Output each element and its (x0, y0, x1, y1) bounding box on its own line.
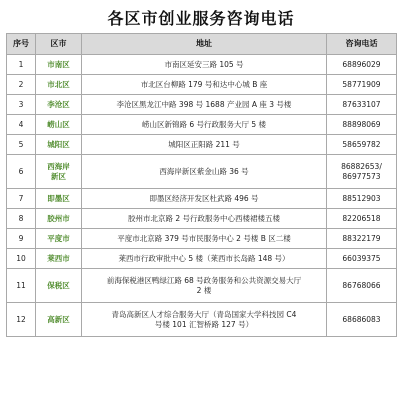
table-row (7, 229, 397, 249)
phone-cell-line: 88898069 (342, 119, 381, 129)
table-row (7, 155, 397, 189)
address-cell-line: 崂山区新锦路 6 号行政服务大厅 5 楼 (141, 119, 267, 129)
phone-cell-line: 58771909 (342, 79, 381, 89)
address-cell-line: 青岛高新区人才综合服务大厅（青岛国家大学科技园 C4 (111, 310, 297, 320)
address-cell-line: 即墨区经济开发区杜武路 496 号 (149, 193, 259, 203)
address-cell-line: 胶州市北京路 2 号行政服务中心西楼裙楼五楼 (127, 213, 281, 223)
address-cell (82, 249, 327, 269)
address-cell-line: 前海保税港区鸭绿江路 68 号政务服务和公共资源交易大厅 (106, 276, 302, 286)
phone-cell (327, 303, 397, 337)
table-row (7, 269, 397, 303)
phone-cell (327, 115, 397, 135)
phone-cell-line: 86768066 (342, 280, 381, 290)
phone-cell-line: 86977573 (342, 171, 381, 181)
table-row (7, 95, 397, 115)
district-cell-line: 高新区 (47, 314, 70, 324)
phone-cell-line: 86882653/ (341, 162, 382, 172)
table-row (7, 189, 397, 209)
table-row (7, 55, 397, 75)
row-number-cell: 4 (7, 115, 36, 135)
address-cell-line: 市北区台柳路 179 号和达中心城 B 座 (140, 79, 268, 89)
district-cell-line: 市北区 (47, 79, 70, 89)
row-number-cell: 6 (7, 155, 36, 189)
district-cell (36, 189, 82, 209)
district-cell-line: 李沧区 (47, 99, 70, 109)
phone-cell-line: 87633107 (342, 99, 381, 109)
phone-cell-line: 88512903 (342, 193, 381, 203)
row-number-cell: 3 (7, 95, 36, 115)
phone-cell-line: 68896029 (342, 59, 381, 69)
row-number-cell: 11 (7, 269, 36, 303)
address-cell (82, 303, 327, 337)
district-cell-line: 西海岸 (47, 162, 70, 172)
address-cell (82, 115, 327, 135)
row-number-cell: 12 (7, 303, 36, 337)
address-cell-line: 号楼 101 汇智桥路 127 号） (154, 319, 254, 329)
phone-cell-line: 66039375 (342, 253, 381, 263)
district-cell (36, 303, 82, 337)
district-cell (36, 209, 82, 229)
table-row (7, 135, 397, 155)
district-cell (36, 55, 82, 75)
address-cell (82, 75, 327, 95)
row-number-cell: 10 (7, 249, 36, 269)
address-cell (82, 269, 327, 303)
phone-cell-line: 58659782 (342, 139, 381, 149)
phone-cell (327, 229, 397, 249)
district-cell-line: 新区 (51, 171, 66, 181)
phone-cell (327, 95, 397, 115)
district-cell (36, 95, 82, 115)
address-cell-line: 李沧区黑龙江中路 398 号 1688 产业园 A 座 3 号楼 (116, 99, 292, 109)
district-cell (36, 115, 82, 135)
district-cell-line: 莱西市 (47, 253, 70, 263)
column-header-number: 序号 (7, 34, 36, 55)
row-number-cell: 2 (7, 75, 36, 95)
phone-cell (327, 75, 397, 95)
column-header-phone: 咨询电话 (327, 34, 397, 55)
phone-cell (327, 269, 397, 303)
phone-cell (327, 55, 397, 75)
table-body (7, 55, 397, 337)
row-number-cell: 9 (7, 229, 36, 249)
address-cell-line: 市南区延安三路 105 号 (164, 59, 244, 69)
table-header-row (7, 34, 397, 55)
row-number-cell: 8 (7, 209, 36, 229)
district-cell-line: 保税区 (47, 280, 70, 290)
row-number-cell: 1 (7, 55, 36, 75)
district-cell (36, 75, 82, 95)
address-cell-line: 莱西市行政审批中心 5 楼（莱西市长岛路 148 号） (118, 253, 290, 263)
district-cell-line: 胶州市 (47, 213, 70, 223)
address-cell (82, 95, 327, 115)
district-cell-line: 崂山区 (47, 119, 70, 129)
district-cell-line: 即墨区 (47, 193, 70, 203)
address-cell-line: 西海岸新区紫金山路 36 号 (159, 166, 249, 176)
phone-cell (327, 209, 397, 229)
phone-cell (327, 135, 397, 155)
district-cell (36, 135, 82, 155)
phone-cell (327, 249, 397, 269)
address-cell-line: 2 楼 (196, 285, 212, 295)
phone-cell (327, 155, 397, 189)
district-cell (36, 229, 82, 249)
table-row (7, 209, 397, 229)
phone-cell-line: 88322179 (342, 233, 381, 243)
column-header-address: 地址 (82, 34, 327, 55)
table-row (7, 115, 397, 135)
row-number-cell: 5 (7, 135, 36, 155)
row-number-cell: 7 (7, 189, 36, 209)
table-row (7, 75, 397, 95)
district-cell (36, 269, 82, 303)
district-cell-line: 平度市 (47, 233, 70, 243)
phone-cell-line: 82206518 (342, 213, 381, 223)
district-cell-line: 城阳区 (47, 139, 70, 149)
district-cell (36, 155, 82, 189)
address-cell-line: 城阳区正阳路 211 号 (168, 139, 240, 149)
address-cell (82, 209, 327, 229)
address-cell (82, 155, 327, 189)
table-row (7, 303, 397, 337)
contact-table (6, 33, 397, 337)
table-row (7, 249, 397, 269)
district-cell (36, 249, 82, 269)
address-cell (82, 229, 327, 249)
phone-cell-line: 68686083 (342, 314, 381, 324)
phone-cell (327, 189, 397, 209)
page-title: 各区市创业服务咨询电话 (107, 9, 295, 28)
address-cell (82, 55, 327, 75)
district-cell-line: 市南区 (47, 59, 70, 69)
address-cell-line: 平度市北京路 379 号市民服务中心 2 号楼 B 区二楼 (117, 233, 291, 243)
address-cell (82, 135, 327, 155)
column-header-district: 区市 (36, 34, 82, 55)
address-cell (82, 189, 327, 209)
